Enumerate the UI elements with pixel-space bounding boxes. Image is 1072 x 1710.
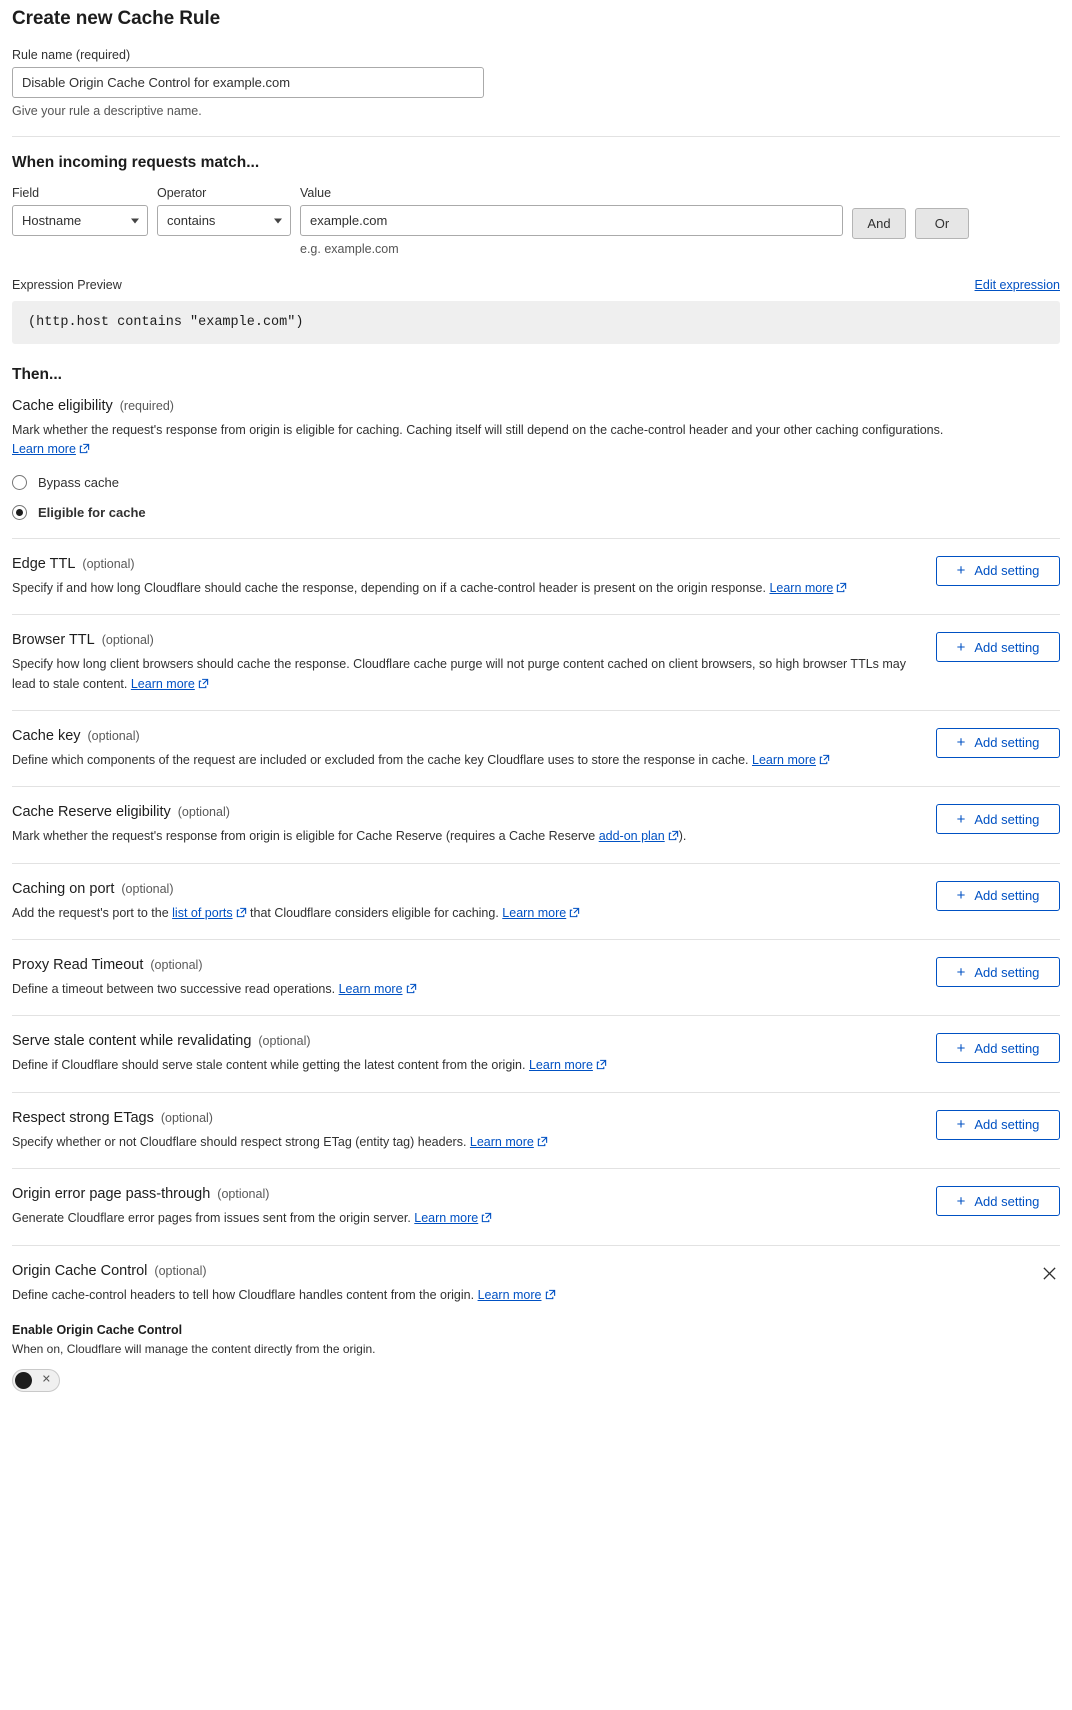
cache-eligibility-required-tag: (required) bbox=[119, 399, 174, 413]
then-heading: Then... bbox=[12, 366, 62, 383]
field-label: Field bbox=[12, 186, 40, 200]
external-link-icon bbox=[836, 582, 847, 593]
add-setting-label: Add setting bbox=[974, 811, 1040, 827]
learn-more-link[interactable]: Learn more bbox=[528, 1058, 593, 1073]
plus-icon: + bbox=[956, 562, 966, 580]
or-button[interactable]: Or bbox=[915, 208, 969, 239]
rule-name-group bbox=[12, 48, 1060, 118]
add-on-plan-link[interactable]: add-on plan bbox=[598, 829, 665, 844]
setting-description-text: Specify whether or not Cloudflare should respect strong ETag (entity tag) headers. bbox=[12, 1134, 467, 1149]
remove-origin-cache-control-button[interactable] bbox=[1038, 1263, 1060, 1285]
setting-optional-tag: (optional) bbox=[121, 881, 174, 896]
add-setting-label: Add setting bbox=[974, 964, 1040, 980]
learn-more-link[interactable]: Learn more bbox=[752, 752, 816, 767]
external-link-icon bbox=[406, 983, 417, 994]
radio-icon bbox=[12, 475, 27, 490]
setting-description bbox=[12, 1209, 912, 1228]
add-setting-button[interactable] bbox=[936, 1110, 1060, 1140]
rule-name-input[interactable] bbox=[12, 67, 484, 98]
plus-icon: + bbox=[956, 1192, 966, 1210]
setting-title: Browser TTL bbox=[12, 632, 95, 649]
operator-label: Operator bbox=[157, 186, 207, 200]
setting-proxy-read-timeout bbox=[12, 939, 1060, 1015]
setting-caching-on-port bbox=[12, 863, 1060, 939]
cache-eligibility-description bbox=[12, 421, 952, 460]
origin-cache-control-title: Origin Cache Control bbox=[12, 1262, 148, 1279]
setting-optional-tag: (optional) bbox=[82, 556, 135, 571]
enable-origin-cache-control-desc: When on, Cloudflare will manage the content directly from the origin. bbox=[12, 1341, 376, 1356]
add-setting-button[interactable] bbox=[936, 804, 1060, 834]
enable-origin-cache-control-toggle[interactable] bbox=[12, 1369, 60, 1392]
plus-icon: + bbox=[956, 1116, 966, 1134]
radio-eligible-for-cache-label: Eligible for cache bbox=[38, 504, 146, 520]
match-section-heading: When incoming requests match... bbox=[12, 154, 260, 171]
external-link-icon bbox=[668, 830, 679, 841]
setting-optional-tag: (optional) bbox=[160, 1110, 213, 1125]
setting-description-text: Mark whether the request's response from origin is eligible for Cache Reserve (requires a Cache Reserve bbox=[12, 829, 599, 844]
or-button-wrap bbox=[915, 186, 969, 239]
rule-name-hint: Give your rule a descriptive name. bbox=[12, 104, 202, 118]
add-setting-label: Add setting bbox=[974, 1193, 1040, 1209]
plus-icon: + bbox=[956, 1039, 966, 1057]
learn-more-link[interactable]: Learn more bbox=[477, 1287, 542, 1302]
external-link-icon bbox=[236, 907, 247, 918]
external-link-icon bbox=[79, 443, 90, 454]
plus-icon: + bbox=[956, 810, 966, 828]
setting-title: Edge TTL bbox=[12, 555, 76, 572]
learn-more-link[interactable]: Learn more bbox=[414, 1211, 479, 1226]
setting-browser-ttl bbox=[12, 614, 1060, 710]
setting-title: Serve stale content while revalidating bbox=[12, 1033, 252, 1050]
value-group bbox=[300, 186, 843, 256]
setting-description bbox=[12, 1133, 912, 1152]
add-setting-button[interactable] bbox=[936, 632, 1060, 662]
and-button-wrap bbox=[852, 186, 906, 239]
setting-description-text: Define if Cloudflare should serve stale content while getting the latest content from the origin. bbox=[12, 1058, 526, 1073]
setting-cache-key bbox=[12, 710, 1060, 786]
learn-more-link[interactable]: Learn more bbox=[769, 580, 834, 595]
external-link-icon bbox=[569, 907, 580, 918]
value-input[interactable] bbox=[300, 205, 843, 236]
match-row bbox=[12, 186, 1060, 256]
setting-description bbox=[12, 980, 912, 999]
setting-description-text: Specify if and how long Cloudflare should cache the response, depending on if a cache-control header is present on the origin response. bbox=[12, 580, 766, 595]
and-button[interactable]: And bbox=[852, 208, 906, 239]
add-setting-label: Add setting bbox=[974, 888, 1040, 904]
cache-eligibility-section bbox=[12, 398, 1060, 520]
origin-cache-control-description bbox=[12, 1286, 952, 1305]
learn-more-link[interactable]: Learn more bbox=[338, 982, 403, 996]
setting-respect-strong-etags bbox=[12, 1092, 1060, 1168]
setting-description-suffix: ). bbox=[678, 829, 687, 844]
setting-description bbox=[12, 655, 912, 694]
cache-eligibility-title: Cache eligibility bbox=[12, 398, 113, 414]
setting-title: Respect strong ETags bbox=[12, 1109, 154, 1126]
add-setting-button[interactable] bbox=[936, 728, 1060, 758]
setting-optional-tag: (optional) bbox=[217, 1187, 270, 1202]
setting-title: Origin error page pass-through bbox=[12, 1186, 211, 1203]
add-setting-label: Add setting bbox=[974, 1117, 1040, 1133]
add-setting-button[interactable] bbox=[936, 957, 1060, 987]
setting-description-text: Specify how long client browsers should cache the response. Cloudflare cache purge will not purge content cached on client browsers, so high browser TTLs may lead to stale content. bbox=[12, 657, 906, 691]
add-setting-label: Add setting bbox=[974, 1040, 1040, 1056]
plus-icon: + bbox=[956, 963, 966, 981]
setting-optional-tag: (optional) bbox=[177, 805, 230, 820]
plus-icon: + bbox=[956, 734, 966, 752]
setting-title: Caching on port bbox=[12, 880, 115, 897]
setting-description-text: Define which components of the request are included or excluded from the cache key Cloudflare uses to store the response in cache. bbox=[12, 752, 749, 767]
external-link-icon bbox=[545, 1289, 556, 1300]
setting-description bbox=[12, 904, 912, 923]
add-setting-button[interactable] bbox=[936, 1033, 1060, 1063]
operator-group bbox=[157, 186, 291, 236]
external-link-icon bbox=[198, 678, 209, 689]
learn-more-link[interactable]: Learn more bbox=[502, 905, 567, 920]
field-group bbox=[12, 186, 148, 236]
setting-optional-tag: (optional) bbox=[150, 958, 203, 972]
setting-title: Cache key bbox=[12, 727, 81, 744]
enable-origin-cache-control-label: Enable Origin Cache Control bbox=[12, 1322, 183, 1337]
setting-origin-error-page-pass-through bbox=[12, 1168, 1060, 1244]
field-select[interactable] bbox=[12, 205, 148, 236]
expression-preview-box: (http.host contains "example.com") bbox=[12, 301, 1060, 344]
cache-rule-form bbox=[0, 8, 1072, 1398]
plus-icon: + bbox=[956, 887, 966, 905]
external-link-icon bbox=[481, 1212, 492, 1223]
setting-description-text: Add the request's port to the bbox=[12, 905, 173, 920]
setting-serve-stale-content bbox=[12, 1015, 1060, 1091]
origin-cache-control-description-text: Define cache-control headers to tell how Cloudflare handles content from the origin. bbox=[12, 1287, 475, 1302]
close-icon bbox=[1042, 1266, 1057, 1281]
learn-more-link[interactable]: Learn more bbox=[130, 676, 195, 691]
external-link-icon bbox=[596, 1059, 607, 1070]
value-label: Value bbox=[300, 186, 332, 200]
page-title: Create new Cache Rule bbox=[12, 8, 221, 29]
cache-eligibility-description-text: Mark whether the request's response from origin is eligible for caching. Caching itself will still depend on the cache-control header and your other caching configurations. bbox=[12, 423, 944, 437]
origin-cache-control-optional-tag: (optional) bbox=[154, 1263, 207, 1278]
add-setting-button[interactable] bbox=[936, 1186, 1060, 1216]
setting-title: Proxy Read Timeout bbox=[12, 957, 144, 973]
setting-description bbox=[12, 751, 912, 770]
radio-bypass-cache[interactable] bbox=[12, 475, 1060, 490]
edit-expression-link[interactable]: Edit expression bbox=[974, 278, 1060, 292]
toggle-knob bbox=[15, 1372, 32, 1389]
setting-cache-reserve-eligibility bbox=[12, 786, 1060, 862]
setting-description-text: Define a timeout between two successive read operations. bbox=[12, 982, 336, 996]
setting-origin-cache-control bbox=[12, 1245, 1060, 1398]
setting-description bbox=[12, 1056, 912, 1075]
add-setting-label: Add setting bbox=[974, 639, 1040, 655]
operator-select[interactable] bbox=[157, 205, 291, 236]
setting-optional-tag: (optional) bbox=[87, 728, 140, 743]
close-icon: ✕ bbox=[41, 1373, 51, 1386]
expression-preview-label: Expression Preview bbox=[12, 278, 122, 292]
learn-more-link[interactable]: Learn more bbox=[469, 1134, 534, 1149]
list-of-ports-link[interactable]: list of ports bbox=[172, 905, 233, 920]
rule-name-label: Rule name (required) bbox=[12, 48, 131, 62]
external-link-icon bbox=[537, 1136, 548, 1147]
setting-optional-tag: (optional) bbox=[258, 1034, 311, 1049]
radio-icon-selected bbox=[12, 505, 27, 520]
add-setting-button[interactable] bbox=[936, 556, 1060, 586]
radio-eligible-for-cache[interactable] bbox=[12, 505, 1060, 520]
setting-description-suffix: that Cloudflare considers eligible for caching. bbox=[246, 905, 499, 920]
learn-more-link[interactable]: Learn more bbox=[12, 442, 76, 457]
setting-description bbox=[12, 827, 912, 846]
divider bbox=[12, 136, 1060, 137]
radio-bypass-cache-label: Bypass cache bbox=[38, 474, 119, 490]
external-link-icon bbox=[819, 754, 830, 765]
setting-description-text: Generate Cloudflare error pages from issues sent from the origin server. bbox=[12, 1211, 411, 1226]
add-setting-button[interactable] bbox=[936, 881, 1060, 911]
plus-icon: + bbox=[956, 638, 966, 656]
expression-header bbox=[12, 278, 1060, 292]
setting-optional-tag: (optional) bbox=[101, 633, 154, 648]
setting-title: Cache Reserve eligibility bbox=[12, 804, 171, 821]
add-setting-label: Add setting bbox=[974, 735, 1040, 751]
add-setting-label: Add setting bbox=[974, 563, 1040, 579]
setting-description bbox=[12, 579, 912, 598]
value-hint: e.g. example.com bbox=[300, 242, 399, 256]
setting-edge-ttl bbox=[12, 538, 1060, 614]
